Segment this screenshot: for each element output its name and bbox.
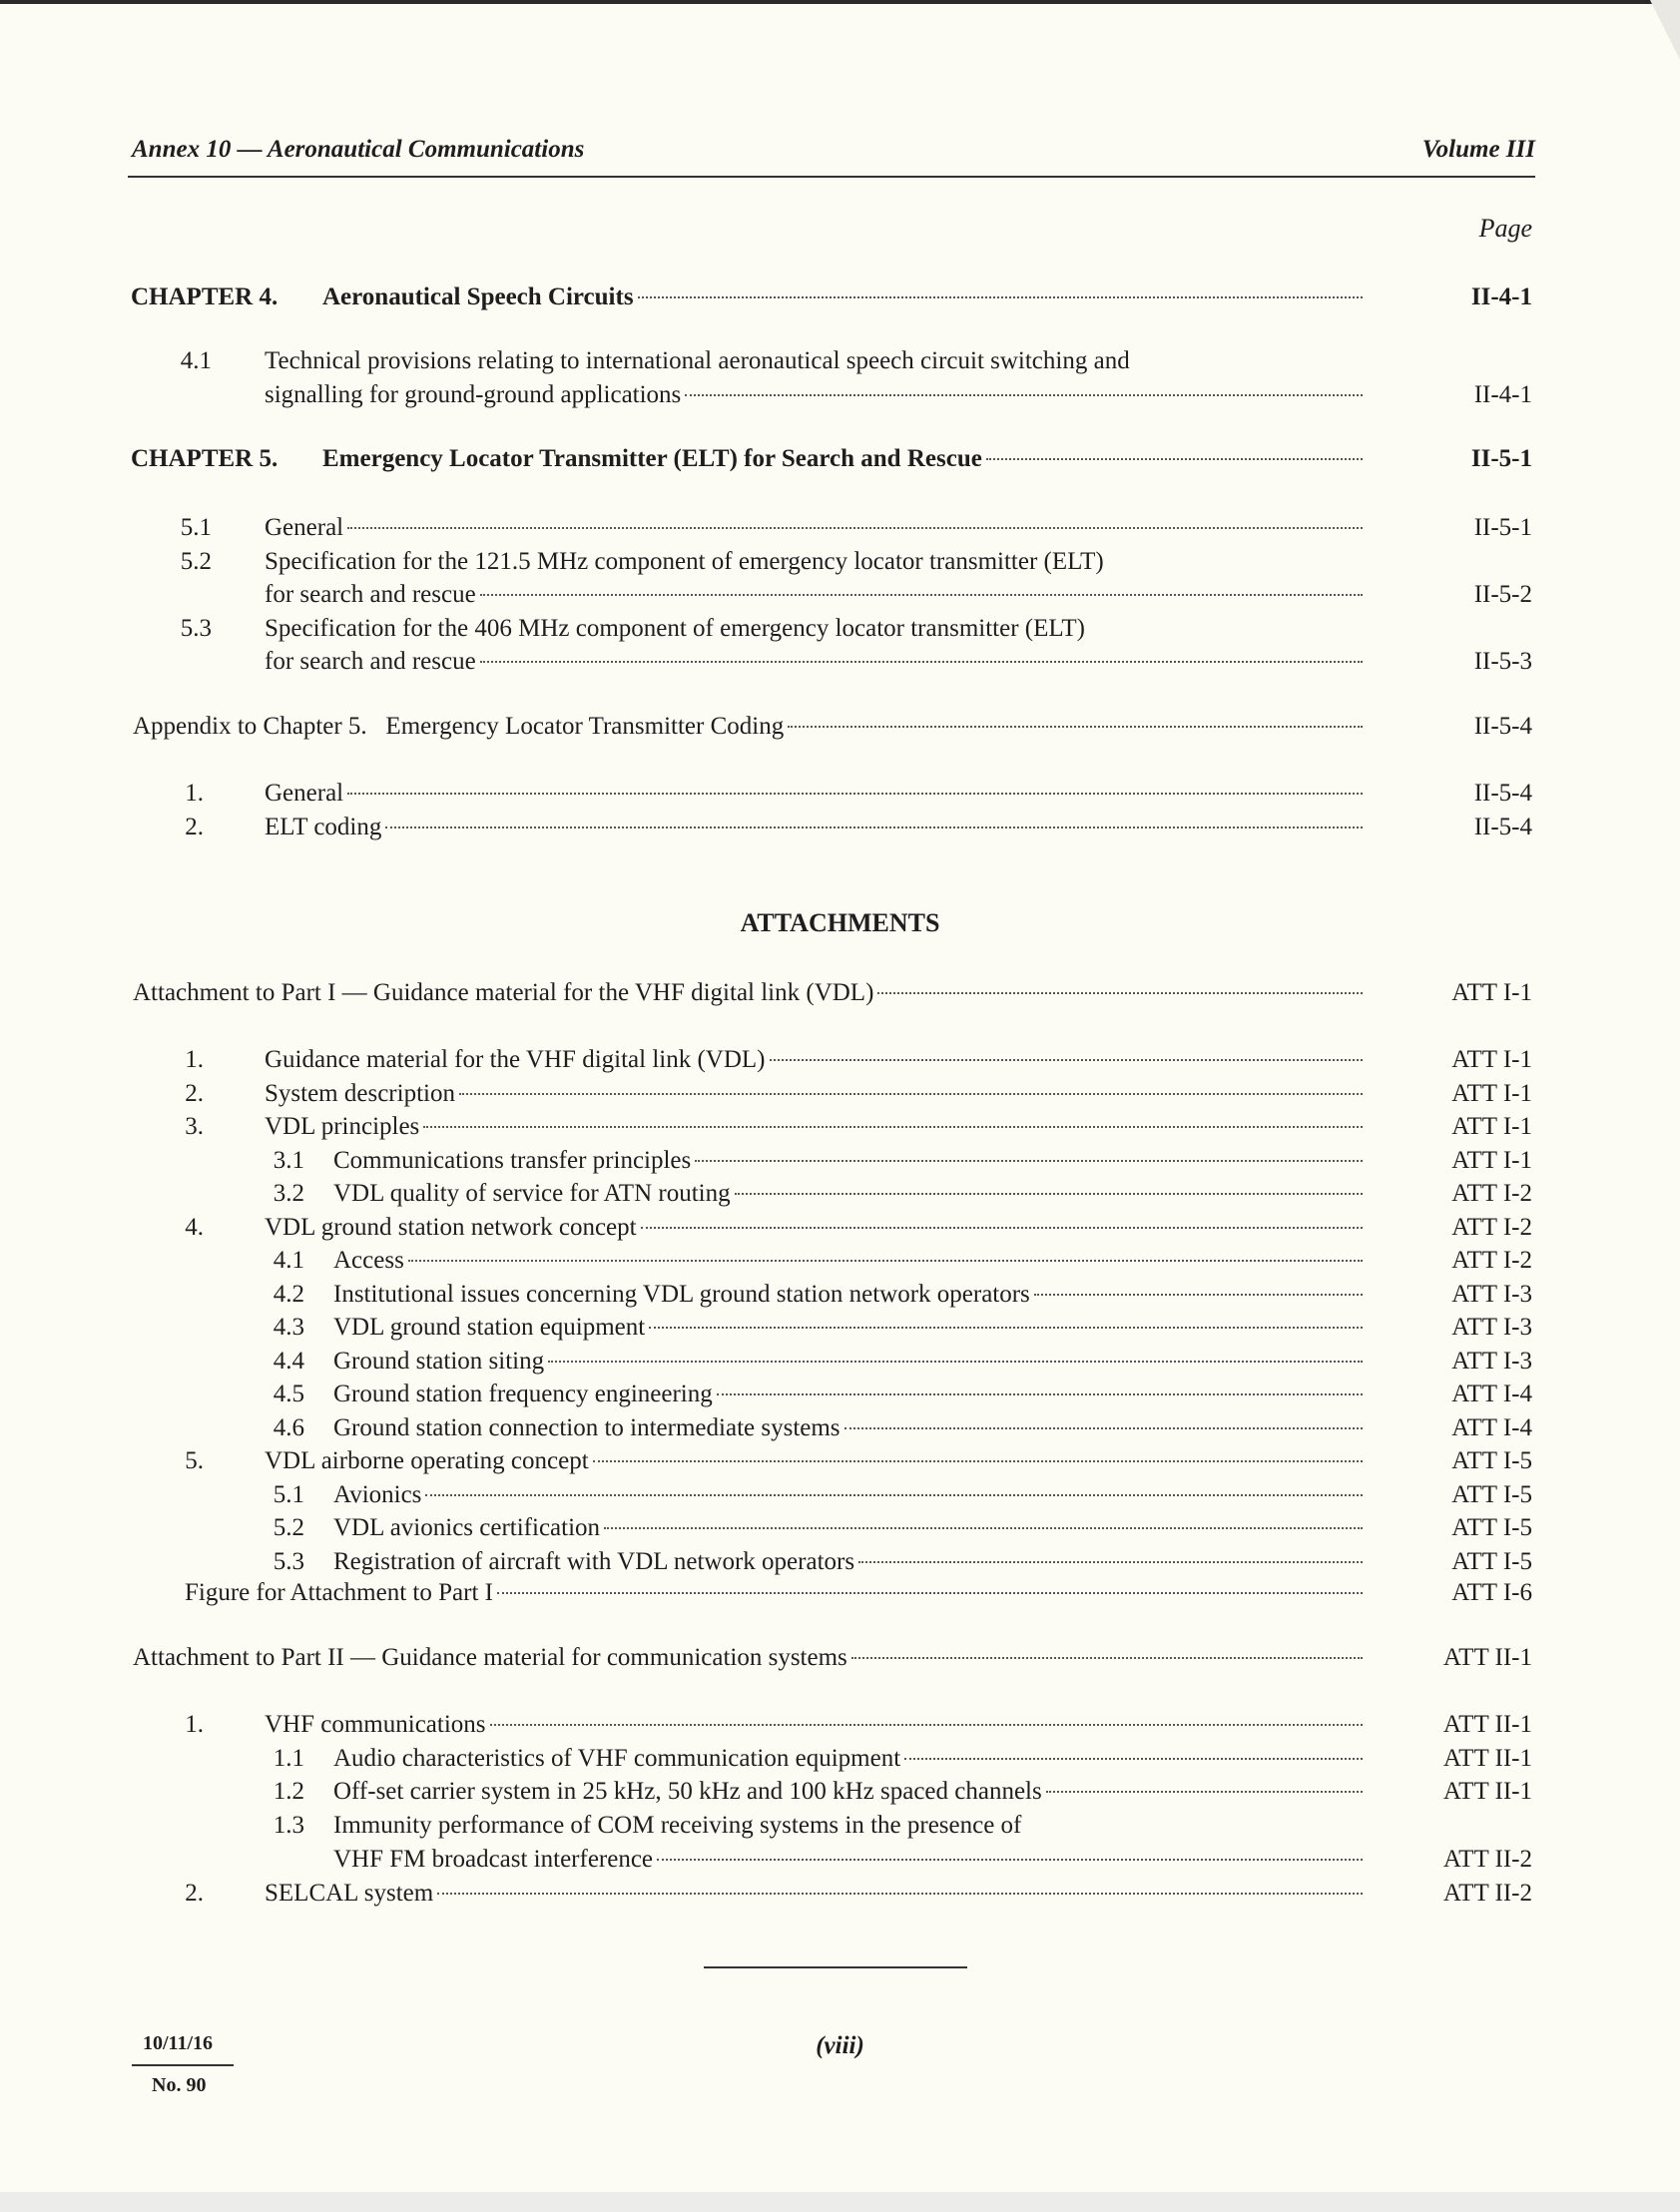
header-rule: [128, 176, 1535, 178]
toc-number: 4.6: [273, 1413, 304, 1441]
toc-title-line1: Specification for the 121.5 MHz component of emergency locator transmitter (ELT): [265, 548, 1104, 575]
toc-entry[interactable]: [0, 1478, 1680, 1512]
toc-entry-5-3[interactable]: [0, 645, 1680, 679]
toc-entry-chapter-5[interactable]: [0, 442, 1680, 476]
toc-entry-appendix-5[interactable]: [0, 710, 1680, 744]
toc-entry[interactable]: [0, 1311, 1680, 1345]
dot-leader: [844, 1427, 1363, 1429]
toc-title: Off-set carrier system in 25 kHz, 50 kHz and 100 kHz spaced channels: [333, 1775, 1363, 1809]
toc-title: Registration of aircraft with VDL network operators: [333, 1545, 1363, 1579]
toc-title: General: [265, 511, 1363, 545]
toc-number: 4.5: [273, 1381, 304, 1407]
toc-page: ATT I-5: [1451, 1514, 1532, 1541]
dot-leader: [649, 1327, 1363, 1329]
toc-title: Ground station siting: [333, 1345, 1363, 1379]
dot-leader: [717, 1393, 1363, 1395]
toc-title-line1: Immunity performance of COM receiving systems in the presence of: [333, 1812, 1022, 1839]
toc-entry-att2-selcal[interactable]: [0, 1877, 1680, 1911]
toc-page: ATT I-2: [1451, 1247, 1532, 1274]
dot-leader: [490, 1724, 1363, 1726]
toc-title: Communications transfer principles: [333, 1144, 1363, 1178]
toc-page: II-5-1: [1473, 514, 1532, 541]
toc-entry[interactable]: [0, 1345, 1680, 1379]
header-annex-title: Annex 10 — Aeronautical Communications: [132, 136, 585, 163]
toc-page: ATT I-1: [1451, 979, 1532, 1006]
dot-leader: [851, 1657, 1363, 1659]
toc-page: ATT II-1: [1442, 1778, 1532, 1805]
toc-number: 3.2: [273, 1180, 304, 1207]
toc-title: Aeronautical Speech Circuits: [322, 280, 1363, 314]
toc-title: Attachment to Part II — Guidance material for communication systems: [133, 1641, 1363, 1675]
toc-entry-chapter-4[interactable]: [0, 280, 1680, 314]
toc-entry[interactable]: [0, 1708, 1680, 1742]
date-rule: [132, 2064, 234, 2066]
toc-entry[interactable]: [0, 1742, 1680, 1776]
dot-leader: [425, 1494, 1363, 1496]
toc-title: Access: [333, 1244, 1363, 1278]
toc-title: Figure for Attachment to Part I: [185, 1576, 1363, 1610]
toc-title: Attachment to Part I — Guidance material for the VHF digital link (VDL): [133, 976, 1363, 1010]
dot-leader: [1046, 1791, 1363, 1793]
toc-number: 4.1: [180, 347, 212, 374]
toc-entry-attachment-part-1[interactable]: [0, 976, 1680, 1010]
attachments-heading: ATTACHMENTS: [740, 908, 940, 937]
toc-entry[interactable]: [0, 1177, 1680, 1211]
toc-entry-appendix-item[interactable]: [0, 811, 1680, 844]
dot-leader: [347, 793, 1363, 795]
toc-number: 5.3: [273, 1547, 304, 1575]
amendment-date: 10/11/16: [143, 2032, 214, 2054]
toc-page: II-4-1: [1473, 381, 1532, 408]
dot-leader: [385, 827, 1363, 829]
toc-number: 5.3: [180, 615, 212, 642]
toc-page: II-4-1: [1470, 283, 1532, 310]
toc-number: 2.: [185, 1079, 204, 1107]
toc-page: ATT I-5: [1451, 1447, 1532, 1474]
toc-number: 2.: [185, 1880, 204, 1907]
toc-page: ATT I-2: [1451, 1180, 1532, 1207]
toc-number: 5.1: [273, 1480, 304, 1508]
toc-page: ATT II-1: [1442, 1644, 1532, 1671]
toc-title: VDL ground station network concept: [265, 1211, 1363, 1245]
toc-number: 4.1: [273, 1247, 304, 1274]
dot-leader: [735, 1193, 1363, 1195]
amendment-number: No. 90: [152, 2074, 207, 2096]
toc-page: ATT II-2: [1442, 1880, 1532, 1907]
page-top-edge: [0, 0, 1680, 4]
toc-page: II-5-4: [1473, 780, 1532, 807]
toc-title: SELCAL system: [265, 1877, 1363, 1911]
dot-leader: [604, 1527, 1363, 1529]
page-number: (viii): [816, 2032, 864, 2059]
dot-leader: [437, 1893, 1363, 1895]
toc-title: VDL avionics certification: [333, 1511, 1363, 1545]
toc-entry-attachment-1-figure[interactable]: [0, 1576, 1680, 1610]
toc-title: signalling for ground-ground applications: [265, 378, 1363, 412]
dot-leader: [459, 1093, 1363, 1095]
toc-title: for search and rescue: [265, 645, 1363, 679]
toc-page: ATT I-4: [1451, 1413, 1532, 1441]
toc-entry-attachment-part-2[interactable]: [0, 1641, 1680, 1675]
dot-leader: [1034, 1294, 1363, 1296]
toc-number: 5.2: [180, 548, 212, 575]
toc-entry[interactable]: [0, 1378, 1680, 1411]
toc-page: ATT I-5: [1451, 1547, 1532, 1575]
toc-title: Institutional issues concerning VDL ground station network operators: [333, 1278, 1363, 1312]
toc-entry[interactable]: [0, 1511, 1680, 1545]
toc-page: II-5-2: [1473, 581, 1532, 608]
toc-page: ATT II-2: [1442, 1846, 1532, 1873]
dot-leader: [423, 1126, 1363, 1128]
toc-number: 1.3: [273, 1812, 304, 1839]
toc-entry[interactable]: [0, 1444, 1680, 1478]
toc-page: ATT II-1: [1442, 1744, 1532, 1772]
toc-number: 1.1: [273, 1744, 304, 1772]
dot-leader: [788, 726, 1363, 728]
toc-number: 5.: [185, 1447, 204, 1474]
toc-title-line1: Technical provisions relating to international aeronautical speech circuit switching and: [265, 347, 1130, 374]
toc-number: 5.2: [273, 1514, 304, 1541]
toc-title: Ground station connection to intermediate systems: [333, 1411, 1363, 1445]
toc-number: 1.: [185, 780, 204, 807]
page-corner-fold: [1650, 0, 1680, 60]
toc-page: ATT I-1: [1451, 1046, 1532, 1073]
toc-entry[interactable]: [0, 1545, 1680, 1579]
toc-entry-att2-1-3[interactable]: [0, 1843, 1680, 1877]
dot-leader: [480, 661, 1363, 663]
dot-leader: [593, 1460, 1363, 1462]
toc-number: 2.: [185, 814, 204, 840]
toc-title: VDL airborne operating concept: [265, 1444, 1363, 1478]
toc-number: 1.: [185, 1711, 204, 1738]
page-column-label: Page: [1478, 214, 1532, 243]
toc-page: ATT II-1: [1442, 1711, 1532, 1738]
toc-entry[interactable]: [0, 1144, 1680, 1178]
toc-number: 4.: [185, 1213, 204, 1241]
toc-page: II-5-4: [1473, 814, 1532, 840]
toc-entry[interactable]: [0, 1077, 1680, 1111]
dot-leader: [858, 1561, 1363, 1563]
toc-entry-appendix-item[interactable]: [0, 777, 1680, 811]
dot-leader: [548, 1361, 1363, 1363]
toc-title: VDL principles: [265, 1110, 1363, 1144]
toc-page: ATT I-1: [1451, 1146, 1532, 1174]
toc-title: Emergency Locator Transmitter (ELT) for Search and Rescue: [322, 442, 1363, 476]
toc-entry[interactable]: [0, 1043, 1680, 1077]
toc-title: Appendix to Chapter 5. Emergency Locator Transmitter Coding: [133, 710, 1363, 744]
toc-number: 5.1: [180, 514, 212, 541]
toc-title: ELT coding: [265, 811, 1363, 844]
toc-page: ATT I-3: [1451, 1280, 1532, 1308]
dot-leader: [904, 1758, 1363, 1760]
toc-title: VHF FM broadcast interference: [333, 1843, 1363, 1877]
toc-title: Ground station frequency engineering: [333, 1378, 1363, 1411]
dot-leader: [641, 1227, 1363, 1229]
toc-page: ATT I-3: [1451, 1314, 1532, 1341]
toc-title: VDL quality of service for ATN routing: [333, 1177, 1363, 1211]
toc-title: Avionics: [333, 1478, 1363, 1512]
dot-leader: [695, 1160, 1363, 1162]
running-header: [128, 136, 1535, 170]
toc-number: 4.4: [273, 1347, 304, 1375]
toc-page: ATT I-1: [1451, 1113, 1532, 1140]
dot-leader: [480, 594, 1363, 596]
dot-leader: [497, 1592, 1363, 1594]
toc-title-line1: Specification for the 406 MHz component of emergency locator transmitter (ELT): [265, 615, 1085, 642]
toc-entry[interactable]: [0, 1211, 1680, 1245]
dot-leader: [638, 296, 1363, 298]
toc-title: for search and rescue: [265, 578, 1363, 612]
toc-entry[interactable]: [0, 1110, 1680, 1144]
toc-page: ATT I-3: [1451, 1347, 1532, 1375]
chapter-number: CHAPTER 4.: [131, 283, 279, 310]
toc-page: II-5-4: [1473, 713, 1532, 740]
toc-number: 4.2: [273, 1280, 304, 1308]
dot-leader: [657, 1859, 1363, 1861]
dot-leader: [770, 1059, 1364, 1061]
toc-title: Guidance material for the VHF digital link (VDL): [265, 1043, 1363, 1077]
toc-entry[interactable]: [0, 1244, 1680, 1278]
dot-leader: [347, 527, 1363, 529]
toc-title: Audio characteristics of VHF communication equipment: [333, 1742, 1363, 1776]
toc-number: 1.2: [273, 1778, 304, 1805]
toc-entry[interactable]: [0, 1411, 1680, 1445]
toc-page: ATT I-4: [1451, 1381, 1532, 1407]
toc-page: ATT I-2: [1451, 1213, 1532, 1241]
chapter-number: CHAPTER 5.: [131, 445, 279, 472]
toc-page: ATT I-1: [1451, 1079, 1532, 1107]
toc-number: 4.3: [273, 1314, 304, 1341]
toc-page: ATT I-5: [1451, 1480, 1532, 1508]
toc-page: ATT I-6: [1451, 1579, 1532, 1606]
toc-number: 3.: [185, 1113, 204, 1140]
toc-title: VDL ground station equipment: [333, 1311, 1363, 1345]
toc-number: 1.: [185, 1046, 204, 1073]
toc-entry-5-1[interactable]: [0, 511, 1680, 545]
dot-leader: [986, 458, 1363, 460]
toc-entry-4-1[interactable]: [0, 378, 1680, 412]
footer-rule: [704, 1966, 967, 1968]
toc-title: General: [265, 777, 1363, 811]
toc-page: II-5-1: [1470, 445, 1532, 472]
header-volume: Volume III: [1421, 136, 1535, 163]
toc-entry[interactable]: [0, 1278, 1680, 1312]
dot-leader: [685, 394, 1363, 396]
page-bottom-edge: [0, 2192, 1680, 2212]
dot-leader: [408, 1260, 1363, 1262]
toc-title: System description: [265, 1077, 1363, 1111]
toc-number: 3.1: [273, 1146, 304, 1174]
toc-title: VHF communications: [265, 1708, 1363, 1742]
toc-page: II-5-3: [1473, 648, 1532, 675]
toc-entry[interactable]: [0, 1775, 1680, 1809]
dot-leader: [877, 992, 1363, 994]
toc-entry-5-2[interactable]: [0, 578, 1680, 612]
